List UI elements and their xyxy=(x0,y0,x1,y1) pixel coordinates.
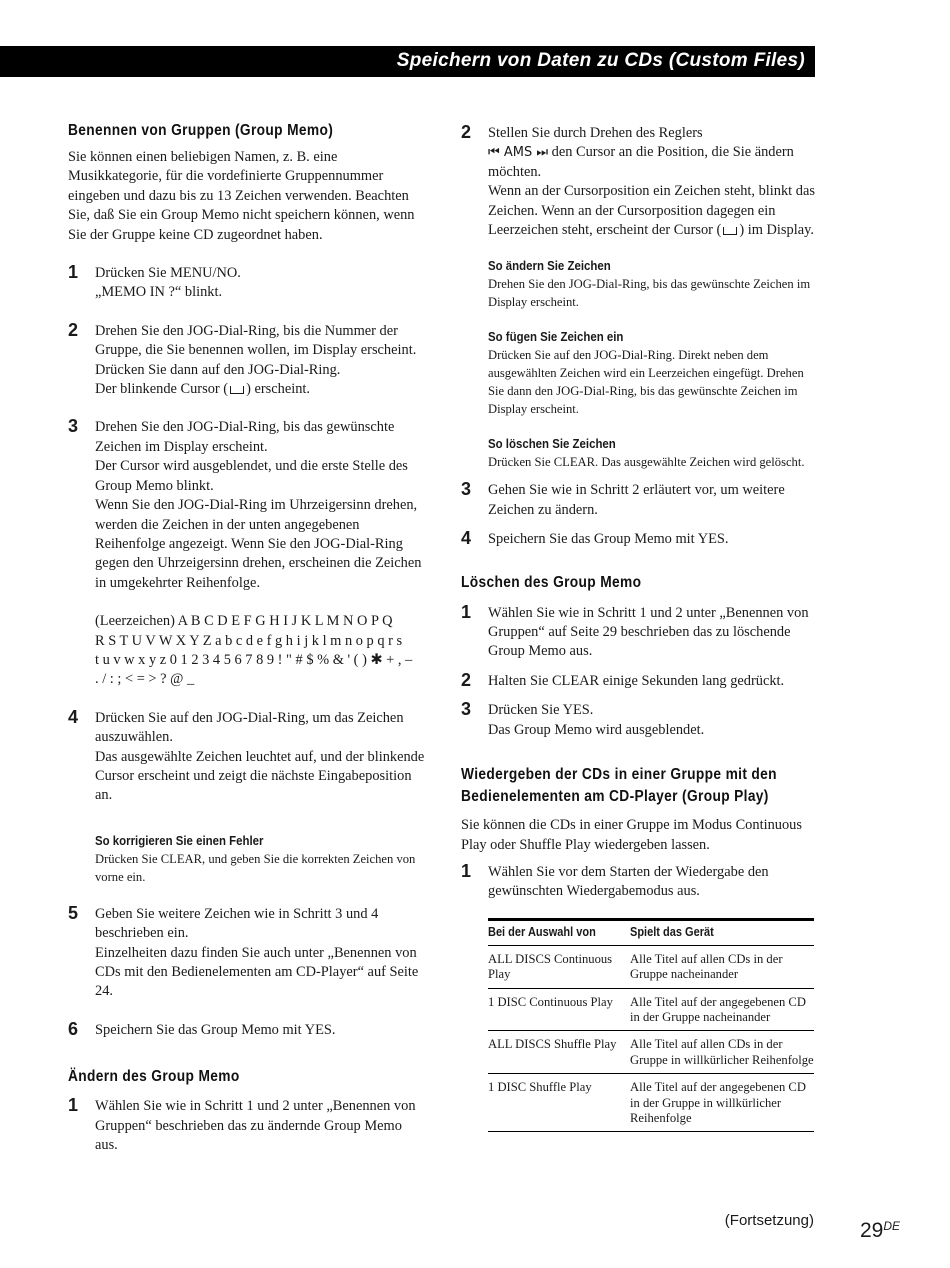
table-row xyxy=(488,945,814,988)
step-number: 1 xyxy=(68,1095,79,1116)
step-text: „MEMO IN ?“ blinkt. xyxy=(95,284,223,301)
step-text: Einzelheiten dazu finden Sie auch unter „Benennen von CDs mit den Bedienelementen am CD-Player“ auf Seite 24. xyxy=(95,944,419,1000)
right-column xyxy=(461,120,821,1132)
step-text: Wählen Sie wie in Schritt 1 und 2 unter „Benennen von Gruppen“ auf Seite 29 beschrieben das zu löschende Group Memo aus. xyxy=(488,604,809,660)
table-cell: 1 DISC Continuous Play xyxy=(488,988,630,1031)
charset-line: (Leerzeichen) A B C D E F G H I J K L M N O P Q xyxy=(95,613,393,630)
step-number: 1 xyxy=(68,262,79,283)
change-step-2 xyxy=(461,124,821,240)
step-text xyxy=(488,124,821,182)
page-number-value: 29 xyxy=(860,1219,884,1242)
step-text: Wählen Sie vor dem Starten der Wiedergabe den gewünschten Wiedergabemodus aus. xyxy=(488,863,769,900)
step-number: 2 xyxy=(461,669,472,690)
step-number: 3 xyxy=(461,699,472,720)
step-3 xyxy=(68,418,428,593)
table-cell: ALL DISCS Continuous Play xyxy=(488,945,630,988)
delete-step-2 xyxy=(461,669,821,691)
table-header-row xyxy=(488,919,814,945)
change-step-1 xyxy=(68,1097,428,1155)
delete-step-3 xyxy=(461,701,821,740)
column-header-playback: Spielt das Gerät xyxy=(630,924,714,939)
table-row xyxy=(488,988,814,1031)
step-text: Speichern Sie das Group Memo mit YES. xyxy=(95,1021,336,1038)
step-number: 1 xyxy=(461,860,472,881)
step-text: Wenn Sie den JOG-Dial-Ring im Uhrzeigersinn drehen, werden die Zeichen in der unten angegebenen Reihenfolge angezeigt. Wenn Sie den JOG-Dial-Ring gegen den Uhrzeigersinn drehen, erscheinen die Zeichen in umgekehrter Reihenfolge. xyxy=(95,497,422,591)
tip-correct-error xyxy=(68,832,428,886)
column-header-selection: Bei der Auswahl von xyxy=(488,924,596,939)
step-text-part: den Cursor an die Position, die Sie ändern möchten. xyxy=(488,144,794,180)
step-text: Drehen Sie den JOG-Dial-Ring, bis die Nummer der Gruppe, die Sie benennen wollen, im Display erscheint. Drücken Sie dann auf den JOG-Dial-Ring. xyxy=(95,322,417,378)
step-number: 4 xyxy=(461,528,472,549)
change-step-4 xyxy=(461,530,821,549)
step-number: 4 xyxy=(68,706,79,727)
step-text: Speichern Sie das Group Memo mit YES. xyxy=(488,531,729,548)
tip-delete-characters xyxy=(461,435,821,471)
table-cell: Alle Titel auf allen CDs in der Gruppe in willkürlicher Reihenfolge xyxy=(630,1031,814,1074)
tip-change-characters xyxy=(461,257,821,311)
step-text-part: ) erscheint. xyxy=(246,381,311,398)
table-cell: 1 DISC Shuffle Play xyxy=(488,1080,592,1095)
step-text: Halten Sie CLEAR einige Sekunden lang gedrückt. xyxy=(488,672,785,689)
step-5 xyxy=(68,902,428,1002)
play-mode-table xyxy=(488,918,814,1133)
step-text: Drücken Sie YES. xyxy=(488,702,594,719)
section-title-group-memo: Benennen von Gruppen (Group Memo) xyxy=(68,122,334,139)
step-number: 1 xyxy=(461,601,472,622)
step-text: Drehen Sie den JOG-Dial-Ring, bis das gewünschte Zeichen im Display erscheint. xyxy=(95,419,395,455)
step-text xyxy=(488,182,821,240)
table-header-cell xyxy=(488,919,630,945)
table-header-cell xyxy=(630,919,814,945)
tip-title: So ändern Sie Zeichen xyxy=(488,258,611,274)
table-row xyxy=(488,1074,814,1132)
tip-text: Drücken Sie auf den JOG-Dial-Ring. Direkt neben dem ausgewählten Zeichen wird ein Leerzeichen eingefügt. Drehen Sie dann den JOG-Dial-Ring, bis das gewünschte Zeichen im Display erscheint. xyxy=(488,348,804,417)
step-number: 3 xyxy=(68,416,79,437)
step-number: 2 xyxy=(68,319,79,340)
tip-title: So korrigieren Sie einen Fehler xyxy=(95,832,264,848)
left-column xyxy=(68,120,428,1155)
step-2 xyxy=(68,319,428,400)
table-cell: Alle Titel auf der angegebenen CD in der Gruppe nacheinander xyxy=(630,988,814,1031)
step-number: 5 xyxy=(68,902,79,923)
step-4 xyxy=(68,706,428,806)
step-text: Das Group Memo wird ausgeblendet. xyxy=(488,721,705,738)
tip-title: So löschen Sie Zeichen xyxy=(488,436,616,452)
step-text: Drücken Sie MENU/NO. xyxy=(95,265,241,282)
step-number: 2 xyxy=(461,122,472,142)
page-title: Speichern von Daten zu CDs (Custom Files) xyxy=(396,50,805,71)
tip-insert-characters xyxy=(461,328,821,418)
step-number: 6 xyxy=(68,1018,79,1039)
step-text: Der Cursor wird ausgeblendet, und die erste Stelle des Group Memo blinkt. xyxy=(95,458,408,494)
step-text-part: Stellen Sie durch Drehen des Reglers xyxy=(488,125,703,141)
section-title-group-play: Wiedergeben der CDs in einer Gruppe mit den Bedienelementen am CD-Player (Group Play) xyxy=(461,766,777,806)
step-text: Wählen Sie wie in Schritt 1 und 2 unter „Benennen von Gruppen“ beschrieben das zu ändernde Group Memo aus. xyxy=(95,1098,416,1154)
table-cell: ALL DISCS Shuffle Play xyxy=(488,1031,630,1074)
tip-text: Drücken Sie CLEAR, und geben Sie die korrekten Zeichen von vorne ein. xyxy=(95,851,416,884)
step-text: Geben Sie weitere Zeichen wie in Schritt 3 und 4 beschrieben ein. xyxy=(95,905,379,942)
step-text-part: ) im Display. xyxy=(739,222,814,239)
continued-note: (Fortsetzung) xyxy=(724,1212,814,1229)
table-row xyxy=(488,1031,814,1074)
charset-line: t u v w x y z 0 1 2 3 4 5 6 7 8 9 ! " # $ % & ' ( ) ✱ + , – xyxy=(95,651,413,668)
step-text xyxy=(95,380,428,399)
step-text: Gehen Sie wie in Schritt 2 erläutert vor, um weitere Zeichen zu ändern. xyxy=(488,482,785,518)
step-text-part: Wenn an der Cursorposition ein Zeichen steht, blinkt das Zeichen. Wenn an der Cursorposition dagegen ein Leerzeichen steht, erscheint der Cursor ( xyxy=(488,183,815,239)
step-text: Das ausgewählte Zeichen leuchtet auf, und der blinkende Cursor erscheint und zeigt die nächste Eingabeposition an. xyxy=(95,748,425,804)
charset-line: . / : ; < = > ? @ _ xyxy=(95,671,195,688)
page-number-suffix: DE xyxy=(883,1219,901,1233)
step-6 xyxy=(68,1018,428,1040)
ams-icon: ⏮ AMS ⏭ xyxy=(488,145,549,161)
header-bar xyxy=(0,46,815,77)
table-cell: Alle Titel auf allen CDs in der Gruppe nacheinander xyxy=(630,945,814,988)
section-intro: Sie können die CDs in einer Gruppe im Modus Continuous Play oder Shuffle Play wiedergeben lassen. xyxy=(461,817,802,853)
section-title-change-memo: Ändern des Group Memo xyxy=(68,1068,240,1086)
section-intro: Sie können einen beliebigen Namen, z. B. eine Musikkategorie, für die vordefinierte Gruppennummer eingeben und dazu bis zu 13 Zeichen verwenden. Beachten Sie, daß Sie ein Group Memo nicht speichern können, wenn Sie der Gruppe keine CD zugeordnet haben. xyxy=(68,149,415,243)
step-text: Drücken Sie auf den JOG-Dial-Ring, um das Zeichen auszuwählen. xyxy=(95,709,404,746)
character-set xyxy=(68,612,428,690)
tip-text: Drehen Sie den JOG-Dial-Ring, bis das gewünschte Zeichen im Display erscheint. xyxy=(488,277,811,310)
section-title-delete-memo: Löschen des Group Memo xyxy=(461,573,642,591)
charset-line: R S T U V W X Y Z a b c d e f g h i j k l m n o p q r s xyxy=(95,632,403,649)
cursor-icon xyxy=(230,386,244,394)
cursor-icon xyxy=(723,227,737,235)
change-step-3 xyxy=(461,481,821,520)
play-step-1 xyxy=(461,860,821,902)
table-cell: Alle Titel auf der angegebenen CD in der Gruppe in willkürlicher Reihenfolge xyxy=(630,1080,806,1125)
page-number xyxy=(860,1219,900,1243)
step-number: 3 xyxy=(461,479,472,500)
step-1 xyxy=(68,264,428,303)
tip-title: So fügen Sie Zeichen ein xyxy=(488,329,624,345)
step-text-part: Der blinkende Cursor ( xyxy=(95,381,229,398)
tip-text: Drücken Sie CLEAR. Das ausgewählte Zeichen wird gelöscht. xyxy=(488,455,805,470)
delete-step-1 xyxy=(461,601,821,662)
